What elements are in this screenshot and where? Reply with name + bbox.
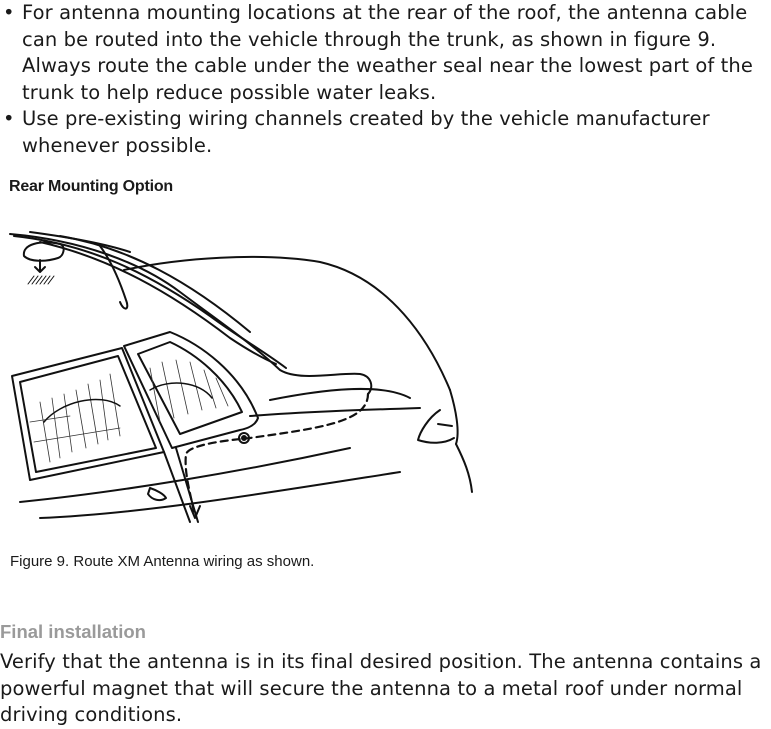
car-rear-antenna-illustration [0, 222, 480, 534]
section-title: Final installation [0, 621, 146, 642]
bullet-text: Use pre-existing wiring channels created by the vehicle manufacturer whenever possible. [22, 107, 710, 157]
figure-caption: Figure 9. Route XM Antenna wiring as shown. [10, 553, 315, 570]
bullet-marker: • [3, 107, 15, 130]
bullet-text: For antenna mounting locations at the rear of the roof, the antenna cable can be routed into the vehicle through the trunk, as shown in figure 9. Always route the cable under the weather seal near the lowest part of the trunk to help reduce possible water leaks. [22, 1, 753, 104]
section-body: Verify that the antenna is in its final desired position. The antenna contains a powerful magnet that will secure the antenna to a metal roof under normal driving conditions. [0, 650, 762, 726]
bullet-item [0, 106, 771, 159]
figure-heading: Rear Mounting Option [9, 178, 173, 195]
bullet-item [0, 0, 771, 106]
antenna-icon [24, 243, 64, 285]
instruction-bullet-list [0, 0, 771, 159]
bullet-marker: • [3, 1, 15, 24]
